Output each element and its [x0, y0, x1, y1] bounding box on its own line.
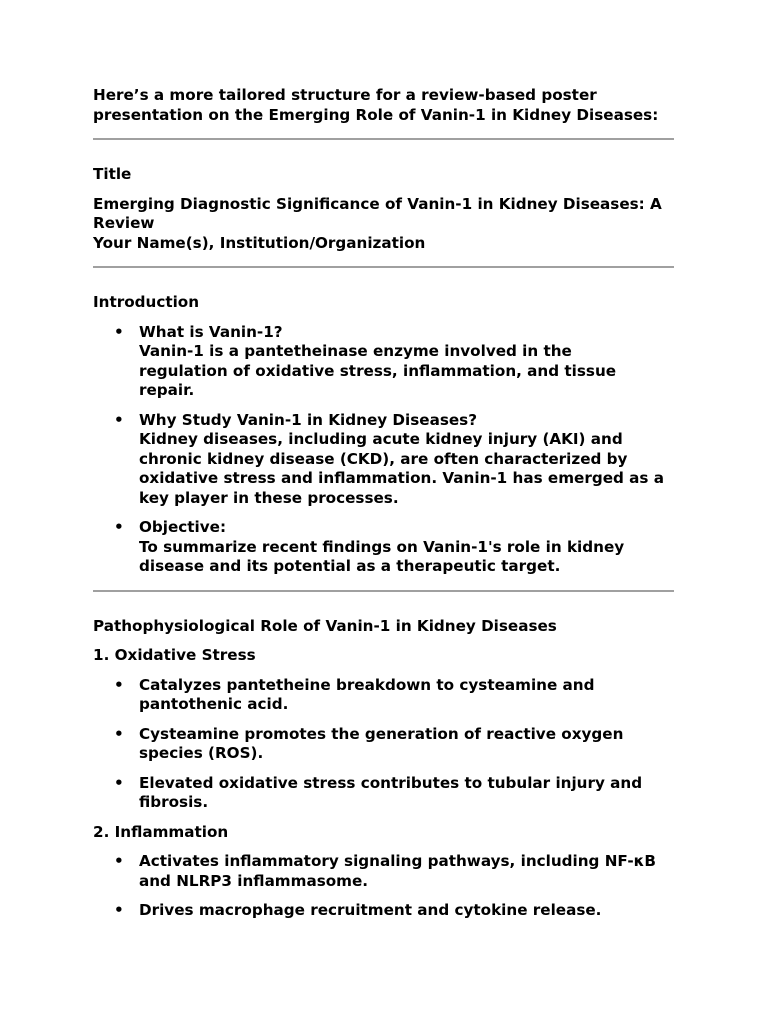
divider: [93, 590, 674, 592]
list-item: [139, 725, 674, 764]
introduction-list: [93, 323, 674, 577]
intro-line: Here’s a more tailored structure for a review-based poster: [93, 86, 597, 104]
subsection-heading: 1. Oxidative Stress: [93, 646, 256, 664]
item-text-line: chronic kidney disease (CKD), are often characterized by: [139, 449, 628, 468]
item-text-line: Vanin-1 is a pantetheinase enzyme involved in the: [139, 342, 572, 360]
divider: [93, 266, 674, 268]
pathophysiology-heading: Pathophysiological Role of Vanin-1 in Kidney Diseases: [93, 616, 557, 635]
item-text-line: key player in these processes.: [139, 488, 399, 507]
oxidative-stress-list: [93, 676, 674, 813]
item-text-line: disease and its potential as a therapeutic target.: [139, 557, 561, 575]
poster-title: [93, 195, 674, 234]
item-text-line: pantothenic acid.: [139, 695, 289, 713]
item-text-line: repair.: [139, 381, 195, 399]
list-item: [139, 901, 674, 921]
divider: [93, 138, 674, 140]
item-text-line: species (ROS).: [139, 744, 264, 762]
item-text-line: • Drives macrophage recruitment and cytokine release.: [139, 901, 602, 919]
introduction-heading: Introduction: [93, 293, 200, 311]
item-text-line: Kidney diseases, including acute kidney injury (AKI) and: [139, 430, 623, 448]
title-heading: Title: [93, 165, 132, 183]
item-text-line: • Elevated oxidative stress contributes to tubular injury and: [139, 773, 643, 792]
item-text-line: oxidative stress and inflammation. Vanin-1 has emerged as a: [139, 469, 664, 487]
item-label: • Why Study Vanin-1 in Kidney Diseases?: [139, 410, 478, 429]
item-label: • Objective:: [139, 518, 227, 536]
item-text-line: To summarize recent findings on Vanin-1's role in kidney: [139, 537, 625, 556]
list-item: [139, 774, 674, 813]
item-text-line: fibrosis.: [139, 793, 209, 811]
list-item: [139, 676, 674, 715]
item-text-line: • Activates inflammatory signaling pathways, including NF-κB: [139, 852, 656, 870]
list-item: [139, 518, 674, 577]
item-text-line: and NLRP3 inflammasome.: [139, 871, 369, 890]
poster-title-line: Emerging Diagnostic Significance of Vanin-1 in Kidney Diseases: A: [93, 194, 662, 213]
inflammation-list: [93, 852, 674, 921]
intro-line: presentation on the Emerging Role of Vanin-1 in Kidney Diseases:: [93, 105, 659, 124]
list-item: [139, 411, 674, 509]
item-label: • What is Vanin-1?: [139, 322, 283, 341]
item-text-line: regulation of oxidative stress, inflammation, and tissue: [139, 361, 617, 380]
list-item: [139, 323, 674, 401]
authors-line: Your Name(s), Institution/Organization: [93, 233, 426, 252]
poster-title-line: Review: [93, 214, 155, 232]
intro-paragraph: [93, 86, 674, 125]
item-text-line: • Catalyzes pantetheine breakdown to cysteamine and: [139, 675, 595, 694]
list-item: [139, 852, 674, 891]
subsection-heading: 2. Inflammation: [93, 822, 229, 841]
item-text-line: • Cysteamine promotes the generation of reactive oxygen: [139, 724, 624, 743]
